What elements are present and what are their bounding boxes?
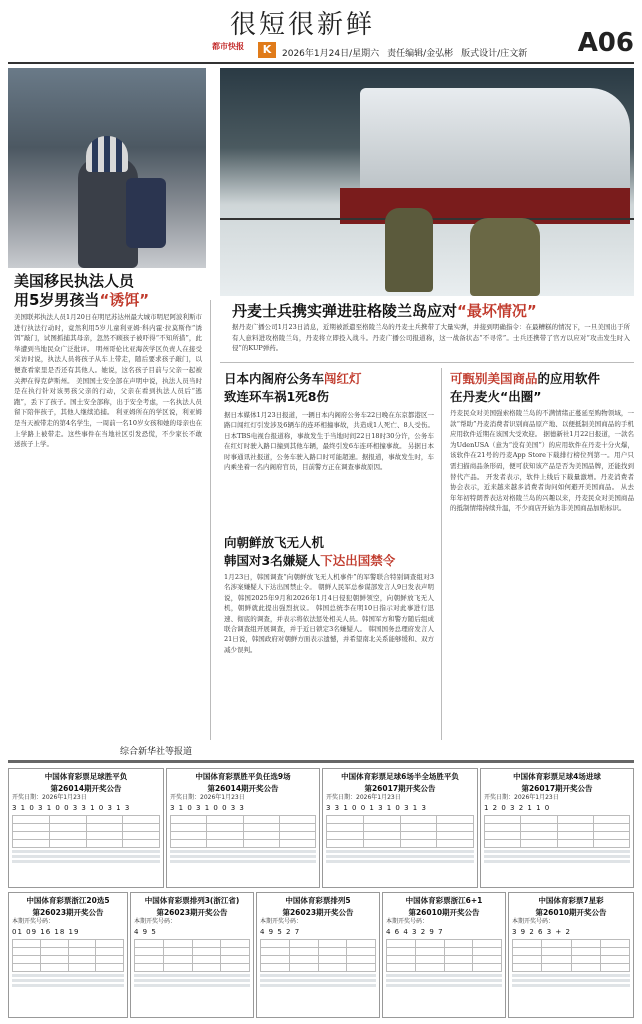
lottery-box — [480, 768, 634, 888]
lottery-numbers: 1 2 0 3 2 1 1 0 — [484, 804, 551, 812]
lottery-numbers: 01 09 16 18 19 — [12, 928, 80, 936]
lottery-box — [508, 892, 634, 1018]
headline-line — [450, 370, 600, 388]
lottery-info: 本期开奖号码： — [134, 918, 177, 925]
story-left-headline — [14, 272, 149, 310]
fine-print-line — [484, 860, 630, 863]
fine-print-line — [386, 979, 502, 982]
fine-print-line — [260, 984, 376, 987]
lottery-box — [322, 768, 478, 888]
lottery-prize-table — [260, 939, 376, 972]
lottery-numbers: 3 1 0 3 1 0 0 3 3 — [170, 804, 245, 812]
headline-highlight: 下达出国禁令 — [320, 553, 396, 568]
lottery-prize-table — [484, 815, 630, 848]
story-right-body: 丹麦民众对美国强索格陵兰岛的不满情绪正蔓延至购物领域，一款“帮助”丹麦消费者识别商品原产地、以便抵制美国商品的手机应用软件近期在该国大受欢迎。 据德新社1月22日报道，一款名为UdenUSA（意为“没有美国”）的应用软件在丹麦十分火爆，该软件在21号的丹麦App Store下载排行榜位列第一。用户只需扫描商品条形码，便可获知该产品是否为美国品牌，还能找到替代产品。 开发者表示，软件上线后下载量激增。丹麦消费者协会表示，近来越来越多消费者询问如何避开美国商品。 从去年年初特朗普表达对格陵兰岛的兴趣以来，丹麦民众对美国商品的抵制情绪持续升温，不少商店开始为非美国商品加贴标识。 — [450, 409, 634, 513]
headline-line: 美国移民执法人员 — [14, 272, 135, 290]
lottery-issue: 第26010期开奖公告 — [408, 908, 480, 917]
lottery-info: 本期开奖号码： — [386, 918, 429, 925]
fine-print-line — [134, 984, 250, 987]
lottery-info: 本期开奖号码： — [12, 918, 55, 925]
headline-line — [14, 291, 149, 310]
headline-line: 向朝鲜放飞无人机 — [224, 535, 325, 550]
headline-part: 丹麦士兵携实弹进驻格陵兰岛应对 — [232, 302, 458, 320]
headline-highlight: “最坏情况” — [457, 302, 537, 320]
page-number: A06 — [577, 28, 634, 58]
column-divider — [441, 368, 442, 740]
lottery-section-divider — [8, 760, 634, 763]
lottery-info: 本期开奖号码： — [512, 918, 555, 925]
lottery-title: 中国体育彩票排列5 — [285, 896, 351, 905]
lottery-numbers: 3 1 0 3 1 0 0 3 3 1 0 3 1 3 — [12, 804, 131, 812]
lottery-title: 中国体育彩票足球胜平负 — [44, 772, 128, 781]
lottery-prize-table — [386, 939, 502, 972]
fine-print-line — [512, 984, 630, 987]
lottery-title: 中国体育彩票排列3(浙江省) — [144, 896, 240, 905]
fine-print-line — [134, 979, 250, 982]
source-credit: 综合新华社等报道 — [120, 747, 193, 757]
lottery-prize-table — [134, 939, 250, 972]
lottery-box — [256, 892, 380, 1018]
fine-print-line — [484, 850, 630, 853]
fine-print-line — [386, 984, 502, 987]
headline-part: 日本内阁府公务车 — [224, 371, 325, 386]
lottery-prize-table — [326, 815, 474, 848]
lottery-info: 开奖日期：2026年1月23日 — [484, 794, 559, 801]
headline-line — [224, 370, 362, 388]
headline-part: 用5岁男孩当 — [14, 291, 100, 309]
fine-print-line — [170, 855, 316, 858]
fine-print-line — [326, 850, 474, 853]
lottery-numbers: 3 9 2 6 3 + 2 — [512, 928, 571, 936]
lottery-box — [8, 892, 128, 1018]
lottery-title: 中国体育彩票浙江6+1 — [405, 896, 483, 905]
photo-hat — [86, 136, 128, 172]
fine-print-line — [12, 984, 124, 987]
lottery-issue: 第26014期开奖公告 — [207, 784, 279, 793]
headline-highlight: 可甄别美国商品 — [450, 371, 538, 386]
editor-credit: 责任编辑/金弘彬 — [387, 49, 454, 59]
lottery-numbers: 4 6 4 3 2 9 7 — [386, 928, 444, 936]
lottery-title: 中国体育彩票7星彩 — [538, 896, 604, 905]
fine-print-line — [484, 855, 630, 858]
photo-soldier-1 — [385, 208, 433, 292]
headline-line: 在丹麦火“出圈” — [450, 389, 542, 404]
fine-print-line — [12, 850, 160, 853]
masthead-info — [282, 46, 527, 59]
story-right-headline — [450, 370, 600, 406]
row-divider — [220, 362, 634, 363]
lottery-box — [166, 768, 320, 888]
lottery-info: 开奖日期：2026年1月23日 — [12, 794, 87, 801]
fine-print-line — [134, 974, 250, 977]
header-divider — [8, 62, 634, 64]
fine-print-line — [326, 860, 474, 863]
lottery-numbers: 3 3 1 0 0 1 3 1 0 3 1 3 — [326, 804, 427, 812]
fine-print-line — [260, 974, 376, 977]
lottery-info: 本期开奖号码： — [260, 918, 303, 925]
fine-print-line — [170, 850, 316, 853]
fine-print-line — [170, 860, 316, 863]
lottery-issue: 第26023期开奖公告 — [32, 908, 104, 917]
headline-highlight: “诱饵” — [99, 291, 150, 309]
lottery-title: 中国体育彩票足球6场半全场胜平负 — [341, 772, 459, 781]
design-credit: 版式设计/庄文新 — [461, 49, 528, 59]
fine-print-line — [12, 860, 160, 863]
story-left-body: 美国联邦执法人员1月20日在明尼苏达州最大城市明尼阿波利斯市进行执法行动时，竟然利用5岁儿童利亚姆·科内霍·拉莫斯作“诱饵”敲门，试图抓捕其母亲，忽然不顾孩子被吓得“不知所措”，此举遭到当地民众广泛批评。 明州哥伦比亚海茨学区负责人在接受采访时说，执法人员将孩子从车上带走，随后要求孩子敲门，以便查看家里是否还有其他人。她说，这名孩子目前与父亲一起被关押在得克萨斯州。 美国国土安全部在声明中说，执法人员当时是在执行针对该男孩父亲的行动，父亲在看到执法人员后“逃跑”，丢下了孩子。国土安全部称，出于安全考虑，一名执法人员留下陪伴孩子，其他人继续追捕。 利亚姆所在的学区说，利亚姆是当天被带走的第4名学生，一周前一名10岁女孩和她的母亲也在上学路上被带走。这些事件在当地社区引发恐慌，不少家长不敢送孩子上学。 — [14, 313, 202, 449]
lottery-box — [8, 768, 164, 888]
lottery-numbers: 4 9 5 2 7 — [260, 928, 301, 936]
fine-print-line — [512, 979, 630, 982]
lottery-numbers: 4 9 5 — [134, 928, 157, 936]
column-divider — [210, 300, 211, 740]
photo-soldier-2 — [470, 218, 540, 296]
photo-boy — [8, 68, 206, 268]
headline-highlight: 闯红灯 — [324, 371, 362, 386]
fine-print-line — [512, 974, 630, 977]
lottery-issue: 第26010期开奖公告 — [535, 908, 607, 917]
lottery-info: 开奖日期：2026年1月23日 — [170, 794, 245, 801]
lottery-issue: 第26017期开奖公告 — [521, 784, 593, 793]
lottery-prize-table — [170, 815, 316, 848]
story-mid1-headline — [224, 370, 362, 406]
headline-line — [224, 552, 395, 570]
photo-ship — [360, 88, 630, 198]
headline-part: 的应用软件 — [537, 371, 601, 386]
lottery-info: 开奖日期：2026年1月23日 — [326, 794, 401, 801]
brand-name: 都市快报 — [212, 42, 244, 51]
fine-print-line — [326, 855, 474, 858]
story-top-body: 据丹麦广播公司1月23日消息，近期被派遣至格陵兰岛的丹麦士兵携带了大量实弹，并接到明确指令：在最糟糕的情况下，一旦美国出于所有人意料进攻格陵兰岛，丹麦将立即投入战斗。丹麦广播公司报道称，这一战备状态“不寻常”。士兵还携带了官方以应对“攻击发生时入侵”的KUP弹药。 — [232, 323, 630, 352]
lottery-box — [130, 892, 254, 1018]
fine-print-line — [12, 979, 124, 982]
story-mid1-body: 据日本媒体1月23日报道，一辆日本内阁府公务车22日晚在东京都港区一路口闯红灯引发涉及6辆车的连环相撞事故，共造成1人死亡、8人受伤。 日本TBS电视台报道称，事故发生于当地时间22日18时30分许，公务车在红灯时驶入路口撞到其他车辆，最终引发6车连环相撞事故。 另据日本时事通讯社报道，公务车驶入路口时可能超速。据报道，事故发生时，车内乘坐着一名内阁府官员，目前警方正在调查事故原因。 — [224, 411, 434, 472]
date-line: 2026年1月24日/星期六 — [282, 49, 380, 59]
headline-line: 致连环车祸1死8伤 — [224, 389, 329, 404]
lottery-issue: 第26023期开奖公告 — [156, 908, 228, 917]
fine-print-line — [386, 974, 502, 977]
lottery-prize-table — [512, 939, 630, 972]
lottery-box — [382, 892, 506, 1018]
brand-logo-icon: K — [258, 42, 276, 58]
lottery-title: 中国体育彩票胜平负任选9场 — [195, 772, 291, 781]
lottery-title: 中国体育彩票足球4场进球 — [513, 772, 601, 781]
fine-print-line — [260, 979, 376, 982]
fine-print-line — [12, 974, 124, 977]
lottery-issue: 第26014期开奖公告 — [50, 784, 122, 793]
story-top-headline — [232, 300, 537, 321]
lottery-prize-table — [12, 815, 160, 848]
photo-backpack — [126, 178, 166, 248]
fine-print-line — [12, 855, 160, 858]
lottery-issue: 第26017期开奖公告 — [364, 784, 436, 793]
lottery-issue: 第26023期开奖公告 — [282, 908, 354, 917]
page-section-title: 很短很新鲜 — [230, 10, 376, 40]
lottery-title: 中国体育彩票浙江20选5 — [26, 896, 110, 905]
photo-soldiers — [220, 68, 634, 296]
story-mid2-body: 1月23日，韩国调查“向朝鲜放飞无人机事件”的军警联合特别调查组对3名涉案嫌疑人下达出国禁止令。 朝鲜人民军总参谋部发言人9日发表声明说，韩国2025年9月和2026年1月4日侵犯朝鲜领空，向朝鲜放飞无人机，朝鲜就此提出强烈抗议。 韩国总统李在明10日指示对此事进行迅速、彻底的调查，并表示将依法惩处相关人员。韩国军方和警方随后组成联合调查组开展调查，并于近日锁定3名嫌疑人。 韩国国务总理府发言人21日说，韩国政府对朝鲜方面表示遗憾，并希望南北关系能够缓和、双方减少误判。 — [224, 573, 434, 654]
lottery-prize-table — [12, 939, 124, 972]
headline-part: 韩国对3名嫌疑人 — [224, 553, 321, 568]
story-mid2-headline — [224, 534, 395, 570]
